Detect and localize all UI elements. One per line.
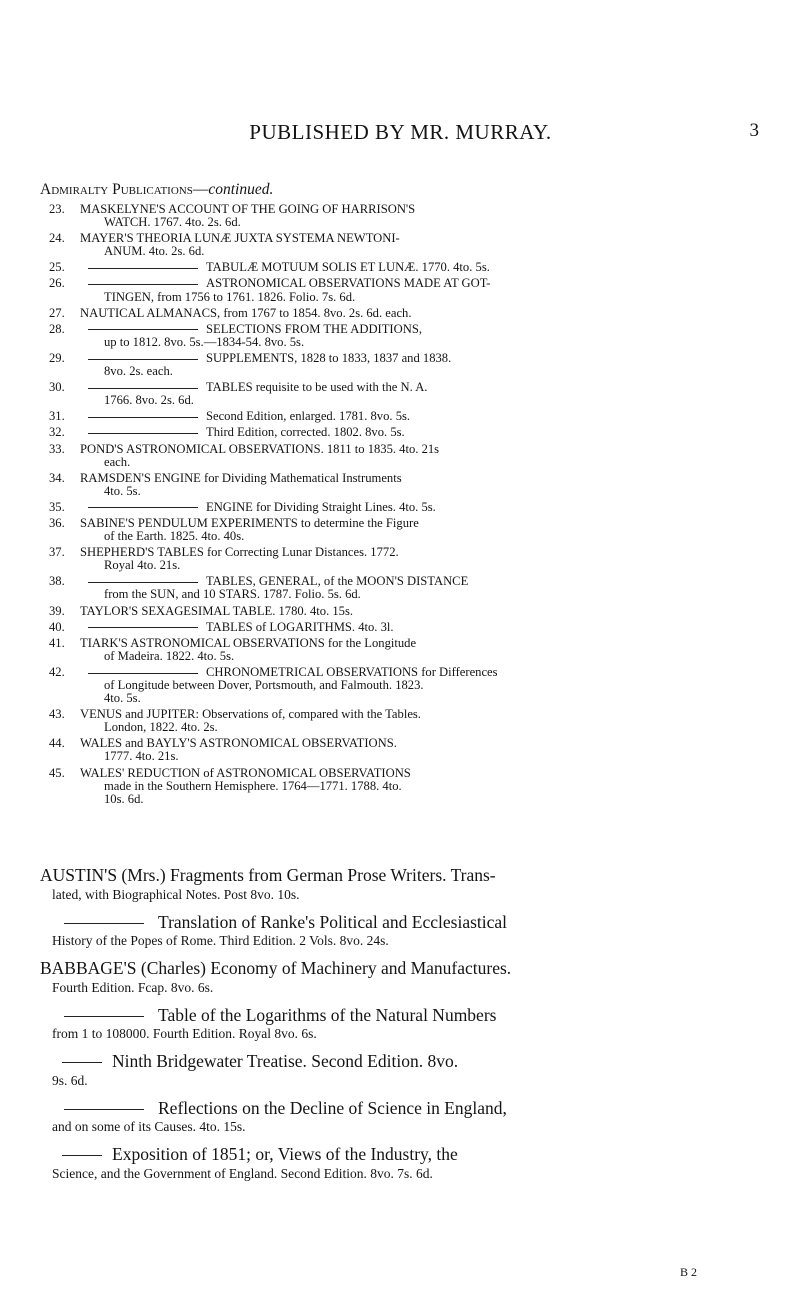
publication-entry bbox=[0, 203, 801, 229]
author-line bbox=[40, 979, 765, 996]
entry-line bbox=[80, 692, 766, 705]
entry-line bbox=[80, 472, 766, 485]
publication-entry bbox=[0, 621, 801, 634]
ditto-rule bbox=[88, 582, 198, 583]
publication-entry bbox=[0, 637, 801, 663]
author-entry bbox=[0, 865, 801, 903]
author-line bbox=[40, 1098, 765, 1119]
author-text: Fourth Edition. Fcap. 8vo. 6s. bbox=[52, 979, 214, 995]
entry-text: of Longitude between Dover, Portsmouth, and Falmouth. 1823. bbox=[104, 678, 424, 692]
author-line bbox=[40, 1118, 765, 1135]
entry-number: 34. bbox=[49, 470, 65, 485]
entry-line bbox=[80, 559, 766, 572]
publication-entry bbox=[0, 517, 801, 543]
entry-text: 1766. 8vo. 2s. 6d. bbox=[104, 393, 194, 408]
entry-line bbox=[80, 679, 766, 692]
entry-text: TIARK'S ASTRONOMICAL OBSERVATIONS for the Longitude bbox=[80, 635, 417, 650]
entry-number: 28. bbox=[49, 321, 65, 336]
entry-line bbox=[80, 501, 766, 514]
author-line bbox=[40, 1005, 765, 1026]
entry-text: London, 1822. 4to. 2s. bbox=[104, 720, 218, 735]
entry-text: from the SUN, and 10 STARS. 1787. Folio. 5s. 6d. bbox=[104, 587, 361, 602]
author-text: from 1 to 108000. Fourth Edition. Royal 8vo. 6s. bbox=[52, 1026, 317, 1041]
publication-entry bbox=[0, 352, 801, 378]
entry-line bbox=[80, 650, 766, 663]
entry-text: TABLES of LOGARITHMS. 4to. 3l. bbox=[206, 619, 394, 634]
publication-entry bbox=[0, 605, 801, 618]
entry-number: 35. bbox=[49, 499, 65, 514]
entry-text: 8vo. 2s. each. bbox=[104, 364, 173, 379]
author-entry bbox=[0, 958, 801, 996]
publication-entry bbox=[0, 261, 801, 274]
entry-line bbox=[80, 621, 766, 634]
author-line bbox=[40, 958, 765, 979]
entry-text: TABULÆ MOTUUM SOLIS ET LUNÆ. 1770. 4to. 5s. bbox=[206, 260, 490, 275]
publication-entry bbox=[0, 410, 801, 423]
ditto-rule bbox=[88, 388, 198, 389]
ditto-rule bbox=[64, 923, 144, 924]
entry-number: 43. bbox=[49, 707, 65, 722]
entry-line bbox=[80, 443, 766, 456]
entry-line bbox=[80, 394, 766, 407]
ditto-rule bbox=[88, 284, 198, 285]
author-text: Exposition of 1851; or, Views of the Industry, the bbox=[112, 1144, 458, 1164]
entry-line bbox=[80, 721, 766, 734]
entry-text: SUPPLEMENTS, 1828 to 1833, 1837 and 1838. bbox=[206, 350, 452, 365]
page-header bbox=[0, 120, 801, 148]
entry-number: 37. bbox=[49, 545, 65, 560]
entry-number: 41. bbox=[49, 635, 65, 650]
entry-number: 38. bbox=[49, 574, 65, 589]
ditto-rule bbox=[88, 417, 198, 418]
entry-text: ANUM. 4to. 2s. 6d. bbox=[104, 244, 205, 259]
author-line bbox=[40, 1144, 765, 1165]
entry-text: TABLES requisite to be used with the N. A. bbox=[206, 380, 428, 395]
entry-text: each. bbox=[104, 454, 131, 469]
author-text: Table of the Logarithms of the Natural Numbers bbox=[158, 1004, 497, 1025]
author-line bbox=[40, 1072, 765, 1089]
entry-number: 26. bbox=[49, 276, 65, 291]
publication-list bbox=[0, 200, 801, 806]
author-text: History of the Popes of Rome. Third Edition. 2 Vols. 8vo. 24s. bbox=[52, 933, 389, 948]
ditto-rule bbox=[88, 268, 198, 269]
entry-line bbox=[80, 737, 766, 750]
publication-entry bbox=[0, 708, 801, 734]
entry-text: 1777. 4to. 21s. bbox=[104, 749, 179, 764]
entry-number: 39. bbox=[49, 603, 65, 618]
entry-text: SHEPHERD'S TABLES for Correcting Lunar Distances. 1772. bbox=[80, 545, 399, 560]
author-entry bbox=[0, 1144, 801, 1182]
publication-entry bbox=[0, 472, 801, 498]
entry-number: 33. bbox=[49, 441, 65, 456]
entry-line bbox=[80, 546, 766, 559]
entry-number: 30. bbox=[49, 380, 65, 395]
entry-text: RAMSDEN'S ENGINE for Dividing Mathematical Instruments bbox=[80, 470, 402, 485]
publication-entry bbox=[0, 767, 801, 806]
publication-entry bbox=[0, 575, 801, 601]
entry-text: up to 1812. 8vo. 5s.—1834-54. 8vo. 5s. bbox=[104, 334, 305, 349]
author-line bbox=[40, 1025, 765, 1042]
publication-entry bbox=[0, 277, 801, 303]
publication-entry bbox=[0, 443, 801, 469]
signature-mark: B 2 bbox=[679, 1265, 697, 1279]
ditto-rule bbox=[88, 433, 198, 434]
entry-line bbox=[80, 793, 766, 806]
entry-line bbox=[80, 588, 766, 601]
author-text: Science, and the Government of England. Second Edition. 8vo. 7s. 6d. bbox=[52, 1165, 433, 1181]
entry-text: 10s. 6d. bbox=[104, 791, 144, 806]
page-number: 3 bbox=[749, 120, 759, 141]
entry-line bbox=[80, 605, 766, 618]
entry-text: WATCH. 1767. 4to. 2s. 6d. bbox=[104, 215, 241, 230]
entry-line bbox=[80, 456, 766, 469]
publication-entry bbox=[0, 307, 801, 320]
author-line bbox=[40, 1051, 765, 1072]
entry-text: of Madeira. 1822. 4to. 5s. bbox=[104, 648, 235, 663]
entry-text: Royal 4to. 21s. bbox=[104, 558, 181, 573]
entry-line bbox=[80, 426, 766, 439]
entry-line bbox=[80, 410, 766, 423]
entry-line bbox=[80, 750, 766, 763]
publication-entry bbox=[0, 381, 801, 407]
publication-entry bbox=[0, 426, 801, 439]
author-list bbox=[0, 865, 801, 1191]
entry-line bbox=[80, 336, 766, 349]
author-text: lated, with Biographical Notes. Post 8vo. 10s. bbox=[52, 886, 300, 902]
ditto-rule bbox=[64, 1109, 144, 1110]
author-text: 9s. 6d. bbox=[52, 1072, 88, 1088]
publication-entry bbox=[0, 323, 801, 349]
entry-line bbox=[80, 485, 766, 498]
entry-number: 23. bbox=[49, 202, 65, 216]
entry-text: MASKELYNE'S ACCOUNT OF THE GOING OF HARRISON'S bbox=[80, 202, 416, 216]
author-entry bbox=[0, 1005, 801, 1043]
entry-text: ENGINE for Dividing Straight Lines. 4to. 5s. bbox=[206, 499, 436, 514]
entry-text: POND'S ASTRONOMICAL OBSERVATIONS. 1811 to 1835. 4to. 21s bbox=[80, 441, 440, 456]
entry-line bbox=[80, 291, 766, 304]
section-continued: continued. bbox=[208, 181, 274, 198]
entry-number: 44. bbox=[49, 736, 65, 751]
entry-text: NAUTICAL ALMANACS, from 1767 to 1854. 8vo. 2s. 6d. each. bbox=[80, 305, 412, 320]
publication-entry bbox=[0, 666, 801, 705]
section-heading-text: Admiralty Publications— bbox=[40, 181, 209, 198]
entry-number: 25. bbox=[49, 260, 65, 275]
entry-number: 31. bbox=[49, 409, 65, 424]
entry-text: WALES and BAYLY'S ASTRONOMICAL OBSERVATIONS. bbox=[80, 736, 397, 751]
entry-number: 42. bbox=[49, 664, 65, 679]
entry-text: Second Edition, enlarged. 1781. 8vo. 5s. bbox=[206, 409, 411, 424]
entry-line bbox=[80, 261, 766, 274]
ditto-rule bbox=[88, 627, 198, 628]
author-entry bbox=[0, 1051, 801, 1089]
entry-text: of the Earth. 1825. 4to. 40s. bbox=[104, 529, 245, 544]
entry-text: 4to. 5s. bbox=[104, 691, 141, 706]
entry-line bbox=[80, 245, 766, 258]
entry-line bbox=[80, 352, 766, 365]
author-line bbox=[40, 932, 765, 949]
publication-entry bbox=[0, 737, 801, 763]
entry-text: SABINE'S PENDULUM EXPERIMENTS to determine the Figure bbox=[80, 515, 419, 530]
author-entry bbox=[0, 912, 801, 950]
running-title: PUBLISHED BY MR. MURRAY. bbox=[249, 120, 552, 144]
author-line bbox=[40, 865, 765, 886]
entry-text: MAYER'S THEORIA LUNÆ JUXTA SYSTEMA NEWTONI- bbox=[80, 231, 400, 246]
author-entry bbox=[0, 1098, 801, 1136]
author-line bbox=[40, 1165, 765, 1182]
entry-number: 40. bbox=[49, 619, 65, 634]
entry-text: 4to. 5s. bbox=[104, 483, 141, 498]
author-text: Ninth Bridgewater Treatise. Second Edition. 8vo. bbox=[112, 1051, 459, 1071]
publication-entry bbox=[0, 501, 801, 514]
ditto-rule bbox=[88, 359, 198, 360]
entry-line bbox=[80, 216, 766, 229]
entry-text: ASTRONOMICAL OBSERVATIONS MADE AT GOT- bbox=[206, 276, 491, 291]
entry-text: CHRONOMETRICAL OBSERVATIONS for Differences bbox=[206, 664, 498, 679]
entry-line bbox=[80, 365, 766, 378]
entry-line bbox=[80, 307, 766, 320]
entry-number: 24. bbox=[49, 231, 65, 246]
entry-line bbox=[80, 530, 766, 543]
entry-text: TINGEN, from 1756 to 1761. 1826. Folio. 7s. 6d. bbox=[104, 289, 356, 304]
ditto-rule bbox=[88, 507, 198, 508]
entry-line bbox=[80, 780, 766, 793]
publication-entry bbox=[0, 232, 801, 258]
ditto-rule bbox=[62, 1062, 102, 1063]
author-text: Reflections on the Decline of Science in England, bbox=[158, 1097, 507, 1118]
entry-text: WALES' REDUCTION of ASTRONOMICAL OBSERVATIONS bbox=[80, 765, 411, 780]
section-heading bbox=[40, 181, 273, 199]
author-line bbox=[40, 912, 765, 933]
ditto-rule bbox=[88, 329, 198, 330]
publication-entry bbox=[0, 546, 801, 572]
entry-number: 45. bbox=[49, 765, 65, 780]
ditto-rule bbox=[64, 1016, 144, 1017]
author-text: AUSTIN'S (Mrs.) Fragments from German Prose Writers. Trans- bbox=[40, 865, 496, 885]
entry-text: made in the Southern Hemisphere. 1764—1771. 1788. 4to. bbox=[104, 778, 402, 793]
entry-text: TABLES, GENERAL, of the MOON'S DISTANCE bbox=[206, 574, 469, 589]
entry-text: SELECTIONS FROM THE ADDITIONS, bbox=[206, 321, 422, 336]
entry-text: VENUS and JUPITER: Observations of, compared with the Tables. bbox=[80, 707, 421, 722]
author-text: BABBAGE'S (Charles) Economy of Machinery and Manufactures. bbox=[40, 958, 512, 978]
entry-number: 36. bbox=[49, 515, 65, 530]
author-text: Translation of Ranke's Political and Ecclesiastical bbox=[158, 911, 508, 932]
entry-number: 32. bbox=[49, 425, 65, 440]
ditto-rule bbox=[88, 673, 198, 674]
author-text: and on some of its Causes. 4to. 15s. bbox=[52, 1119, 246, 1134]
entry-number: 29. bbox=[49, 350, 65, 365]
entry-text: Third Edition, corrected. 1802. 8vo. 5s. bbox=[206, 425, 405, 440]
entry-text: TAYLOR'S SEXAGESIMAL TABLE. 1780. 4to. 15s. bbox=[80, 603, 354, 618]
author-line bbox=[40, 886, 765, 903]
ditto-rule bbox=[62, 1155, 102, 1156]
entry-number: 27. bbox=[49, 305, 65, 320]
